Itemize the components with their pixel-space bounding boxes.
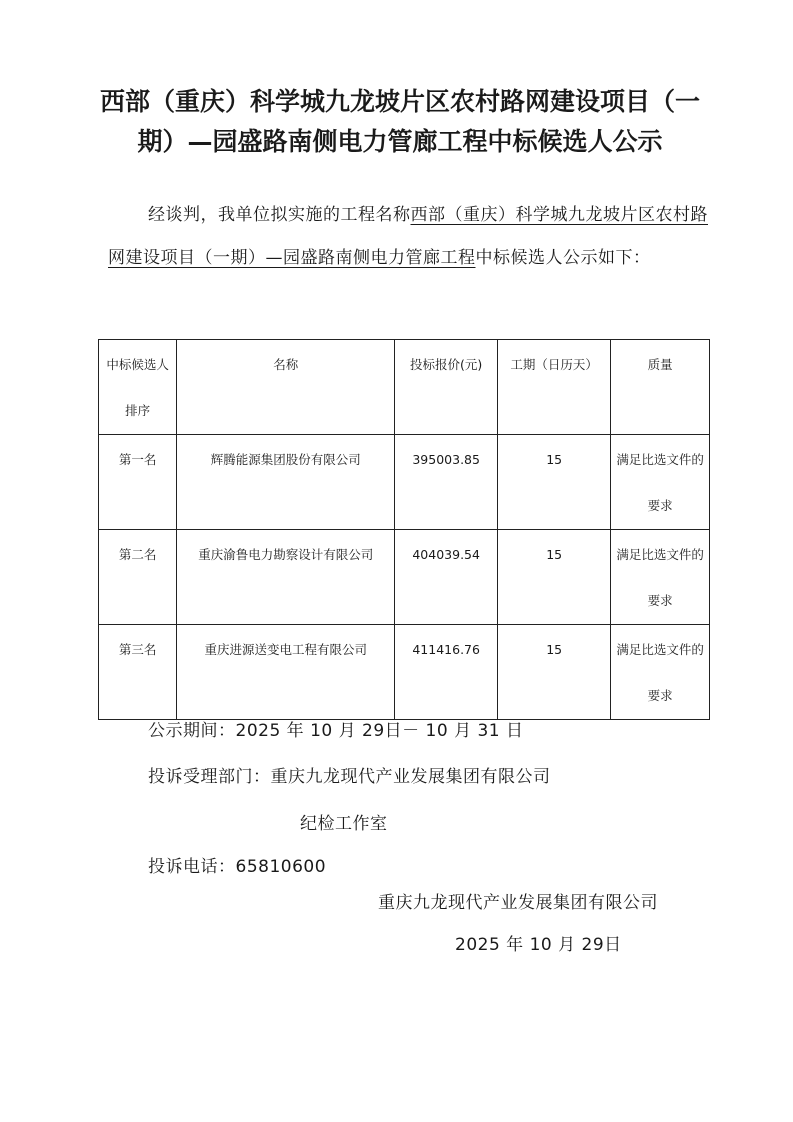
complaint-dept-label: 投诉受理部门： bbox=[148, 767, 271, 787]
cell-price: 404039.54 bbox=[395, 530, 498, 625]
header-name: 名称 bbox=[177, 340, 395, 435]
intro-paragraph bbox=[108, 194, 720, 280]
cell-name: 辉腾能源集团股份有限公司 bbox=[177, 435, 395, 530]
page-title: 西部（重庆）科学城九龙坡片区农村路网建设项目（一期）—园盛路南侧电力管廊工程中标候选人公示 bbox=[99, 87, 700, 156]
table-row bbox=[99, 530, 710, 625]
header-quality: 质量 bbox=[611, 340, 710, 435]
table-row bbox=[99, 435, 710, 530]
cell-duration: 15 bbox=[498, 530, 611, 625]
cell-name: 重庆渝鲁电力勘察设计有限公司 bbox=[177, 530, 395, 625]
cell-quality: 满足比选文件的要求 bbox=[611, 530, 710, 625]
complaint-phone: 投诉电话：65810600 bbox=[148, 857, 327, 877]
cell-name: 重庆进源送变电工程有限公司 bbox=[177, 625, 395, 720]
cell-rank: 第三名 bbox=[99, 625, 177, 720]
cell-price: 411416.76 bbox=[395, 625, 498, 720]
cell-price: 395003.85 bbox=[395, 435, 498, 530]
intro-prefix: 经谈判，我单位拟实施的工程名称 bbox=[148, 205, 411, 225]
notice-period: 公示期间：2025 年 10 月 29日－ 10 月 31 日 bbox=[148, 721, 524, 741]
complaint-dept-line bbox=[148, 762, 551, 787]
candidate-table bbox=[98, 339, 710, 720]
project-name: 西部（重庆）科学城九龙坡片区农村路网建设项目（一期）—园盛路南侧电力管廊工程 bbox=[108, 205, 708, 268]
header-price: 投标报价(元) bbox=[395, 340, 498, 435]
header-duration: 工期（日历天） bbox=[498, 340, 611, 435]
table-header-row bbox=[99, 340, 710, 435]
cell-duration: 15 bbox=[498, 435, 611, 530]
signature-org: 重庆九龙现代产业发展集团有限公司 bbox=[378, 893, 658, 913]
signature-date: 2025 年 10 月 29日 bbox=[455, 935, 622, 955]
cell-rank: 第一名 bbox=[99, 435, 177, 530]
cell-rank: 第二名 bbox=[99, 530, 177, 625]
cell-quality: 满足比选文件的要求 bbox=[611, 435, 710, 530]
cell-quality: 满足比选文件的要求 bbox=[611, 625, 710, 720]
header-rank: 中标候选人排序 bbox=[99, 340, 177, 435]
complaint-office: 纪检工作室 bbox=[300, 814, 388, 834]
complaint-dept: 重庆九龙现代产业发展集团有限公司 bbox=[270, 767, 551, 787]
intro-suffix: 中标候选人公示如下： bbox=[475, 248, 651, 268]
cell-duration: 15 bbox=[498, 625, 611, 720]
table-row bbox=[99, 625, 710, 720]
